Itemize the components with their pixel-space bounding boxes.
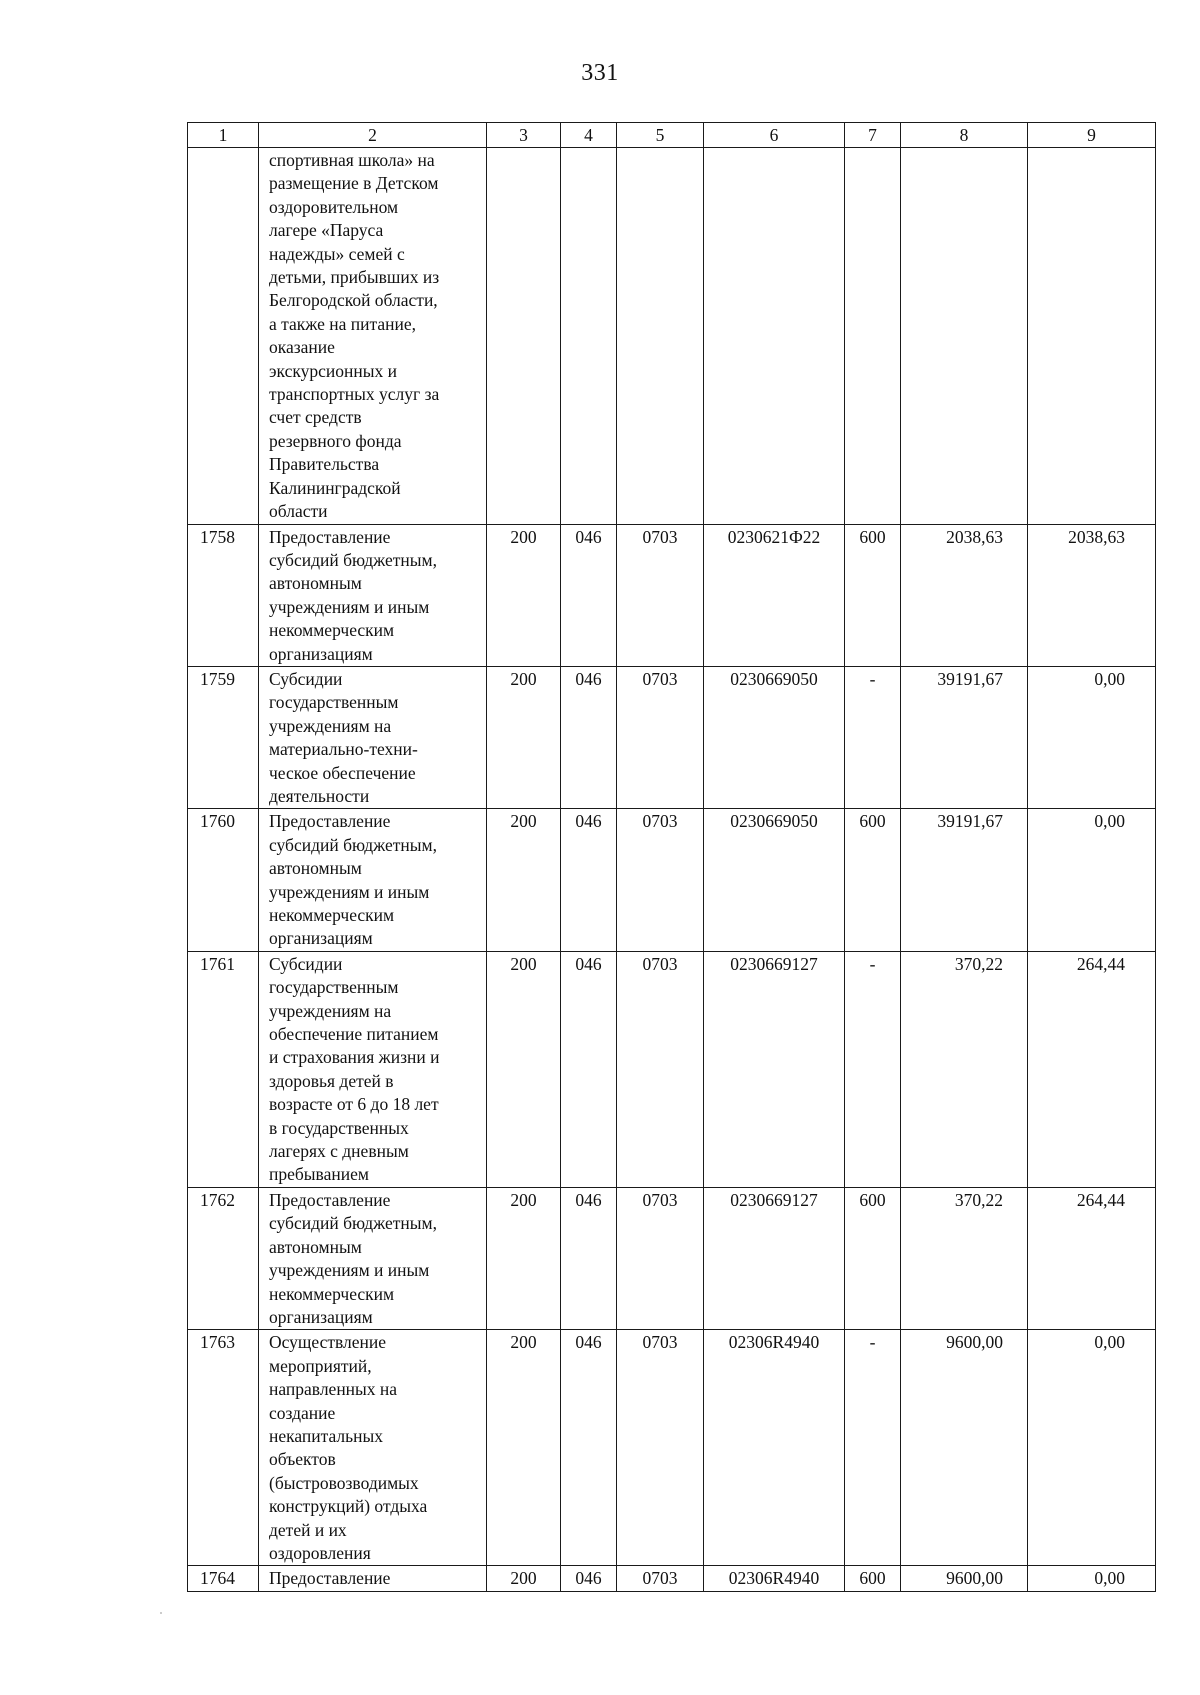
row-name xyxy=(259,148,487,525)
row-name-line: организациям xyxy=(269,1306,373,1327)
row-name-line: некапитальных xyxy=(269,1425,384,1446)
cell-code: 200 xyxy=(487,1566,561,1591)
row-name xyxy=(259,809,487,951)
row-name-line: Субсидии xyxy=(269,953,343,974)
row-name-line: надежды» семей с xyxy=(269,243,405,264)
row-name-line: в государственных xyxy=(269,1117,409,1138)
row-name-line: учреждениям и иным xyxy=(269,1260,430,1281)
cell-code: 200 xyxy=(487,1187,561,1329)
cell-code: 200 xyxy=(487,666,561,808)
row-name-line: учреждениям на xyxy=(269,1000,392,1021)
cell-expense-type: - xyxy=(845,1330,901,1566)
row-name-line: оказание xyxy=(269,337,335,358)
row-name-line: субсидий бюджетным, xyxy=(269,549,437,570)
row-name-line: учреждениям и иным xyxy=(269,596,430,617)
column-header: 3 xyxy=(487,123,561,148)
cell-subsection: 0703 xyxy=(617,809,704,951)
row-name-line: Предоставление xyxy=(269,1189,391,1210)
row-name-line: автономным xyxy=(269,1236,362,1257)
cell-amount-approved: 370,22 xyxy=(901,951,1028,1187)
cell-amount-approved: 370,22 xyxy=(901,1187,1028,1329)
table-row xyxy=(188,524,1156,666)
column-header: 1 xyxy=(188,123,259,148)
cell-amount-approved: 9600,00 xyxy=(901,1330,1028,1566)
row-name-line: детьми, прибывших из xyxy=(269,267,440,288)
row-name-line: Предоставление xyxy=(269,1568,391,1589)
row-name-line: объектов xyxy=(269,1449,336,1470)
cell-target-article: 0230669050 xyxy=(704,809,845,951)
row-name xyxy=(259,1187,487,1329)
row-name-line: области xyxy=(269,501,328,522)
row-name-line: материально-техни- xyxy=(269,739,418,760)
cell-expense-type: 600 xyxy=(845,809,901,951)
cell-target-article: 02306R4940 xyxy=(704,1330,845,1566)
cell-amount-executed: 0,00 xyxy=(1028,809,1156,951)
row-number: 1761 xyxy=(188,951,259,1187)
row-number: 1764 xyxy=(188,1566,259,1591)
cell-target-article xyxy=(704,148,845,525)
row-name xyxy=(259,666,487,808)
table-row xyxy=(188,148,1156,525)
cell-amount-executed: 264,44 xyxy=(1028,951,1156,1187)
cell-subsection: 0703 xyxy=(617,951,704,1187)
column-header: 5 xyxy=(617,123,704,148)
cell-section: 046 xyxy=(561,809,617,951)
table-row xyxy=(188,1566,1156,1591)
cell-amount-approved: 9600,00 xyxy=(901,1566,1028,1591)
row-name xyxy=(259,1330,487,1566)
cell-expense-type: - xyxy=(845,666,901,808)
row-number: 1763 xyxy=(188,1330,259,1566)
row-name-line: учреждениям на xyxy=(269,715,392,736)
row-name-line: ческое обеспечение xyxy=(269,762,416,783)
cell-section: 046 xyxy=(561,1566,617,1591)
row-name-line: а также на питание, xyxy=(269,313,417,334)
table-row xyxy=(188,1187,1156,1329)
row-name xyxy=(259,951,487,1187)
cell-section: 046 xyxy=(561,666,617,808)
cell-subsection: 0703 xyxy=(617,1187,704,1329)
cell-code: 200 xyxy=(487,951,561,1187)
column-header: 7 xyxy=(845,123,901,148)
row-name-line: некоммерческим xyxy=(269,620,395,641)
row-name-line: учреждениям и иным xyxy=(269,881,430,902)
column-header: 6 xyxy=(704,123,845,148)
cell-target-article: 0230669127 xyxy=(704,1187,845,1329)
row-name-line: пребыванием xyxy=(269,1164,369,1185)
row-name-line: Предоставление xyxy=(269,811,391,832)
row-name-line: здоровья детей в xyxy=(269,1070,394,1091)
row-name-line: организациям xyxy=(269,643,373,664)
row-name-line: некоммерческим xyxy=(269,905,395,925)
table-row xyxy=(188,951,1156,1187)
row-name-line: мероприятий, xyxy=(269,1355,372,1376)
row-name-line: детей и их xyxy=(269,1519,347,1540)
row-name-line: оздоровления xyxy=(269,1542,371,1563)
column-header: 4 xyxy=(561,123,617,148)
cell-target-article: 0230669127 xyxy=(704,951,845,1187)
row-name-line: лагере «Паруса xyxy=(269,220,384,241)
row-name-line: Белгородской области, xyxy=(269,290,438,311)
row-number: 1762 xyxy=(188,1187,259,1329)
cell-code: 200 xyxy=(487,809,561,951)
row-name-line: Субсидии xyxy=(269,668,343,689)
row-name-line: создание xyxy=(269,1402,336,1423)
cell-amount-executed: 0,00 xyxy=(1028,1566,1156,1591)
cell-amount-executed: 2038,63 xyxy=(1028,524,1156,666)
cell-target-article: 0230669050 xyxy=(704,666,845,808)
row-number: 1760 xyxy=(188,809,259,951)
cell-subsection: 0703 xyxy=(617,1330,704,1566)
cell-section: 046 xyxy=(561,1187,617,1329)
row-name-line: счет средств xyxy=(269,407,362,428)
cell-section: 046 xyxy=(561,1330,617,1566)
row-name-line: направленных на xyxy=(269,1379,398,1400)
column-header: 9 xyxy=(1028,123,1156,148)
row-name-line: государственным xyxy=(269,977,399,998)
row-name-line: экскурсионных и xyxy=(269,360,397,381)
cell-expense-type: 600 xyxy=(845,1187,901,1329)
row-name-line: субсидий бюджетным, xyxy=(269,1213,437,1234)
cell-subsection: 0703 xyxy=(617,666,704,808)
row-name xyxy=(259,524,487,666)
row-name-line: организациям xyxy=(269,928,373,949)
row-name-line: спортивная школа» на xyxy=(269,150,435,170)
cell-target-article: 02306R4940 xyxy=(704,1566,845,1591)
cell-amount-executed: 0,00 xyxy=(1028,1330,1156,1566)
table-row xyxy=(188,1330,1156,1566)
cell-target-article: 0230621Ф22 xyxy=(704,524,845,666)
row-number: 1758 xyxy=(188,524,259,666)
page-number: 331 xyxy=(581,60,619,86)
row-name-line: Калининградской xyxy=(269,477,401,498)
cell-section: 046 xyxy=(561,951,617,1187)
row-name-line: транспортных услуг за xyxy=(269,384,440,405)
table-row xyxy=(188,666,1156,808)
table-header-row xyxy=(188,123,1156,148)
cell-expense-type: 600 xyxy=(845,524,901,666)
cell-expense-type: - xyxy=(845,951,901,1187)
row-number: 1759 xyxy=(188,666,259,808)
row-name-line: обеспечение питанием xyxy=(269,1024,439,1045)
cell-code xyxy=(487,148,561,525)
row-name-line: резервного фонда xyxy=(269,430,402,451)
row-name-line: государственным xyxy=(269,692,399,713)
cell-amount-approved: 2038,63 xyxy=(901,524,1028,666)
cell-subsection: 0703 xyxy=(617,524,704,666)
cell-subsection: 0703 xyxy=(617,1566,704,1591)
cell-subsection xyxy=(617,148,704,525)
cell-amount-approved: 39191,67 xyxy=(901,666,1028,808)
row-name-line: возрасте от 6 до 18 лет xyxy=(269,1094,439,1115)
row-name-line: и страхования жизни и xyxy=(269,1047,440,1068)
row-number xyxy=(188,148,259,525)
row-name-line: субсидий бюджетным, xyxy=(269,834,437,855)
cell-code: 200 xyxy=(487,1330,561,1566)
cell-amount-executed xyxy=(1028,148,1156,525)
cell-expense-type xyxy=(845,148,901,525)
cell-amount-executed: 0,00 xyxy=(1028,666,1156,808)
row-name-line: конструкций) отдыха xyxy=(269,1496,428,1517)
cell-section: 046 xyxy=(561,524,617,666)
cell-code: 200 xyxy=(487,524,561,666)
row-name-line: оздоровительном xyxy=(269,196,399,217)
row-name-line: размещение в Детском xyxy=(269,173,439,194)
cell-amount-approved: 39191,67 xyxy=(901,809,1028,951)
scan-artifact xyxy=(160,1612,162,1614)
row-name-line: (быстровозводимых xyxy=(269,1472,419,1493)
table-row xyxy=(188,809,1156,951)
row-name-line: Осуществление xyxy=(269,1332,387,1353)
cell-amount-executed: 264,44 xyxy=(1028,1187,1156,1329)
column-header: 8 xyxy=(901,123,1028,148)
row-name-line: Предоставление xyxy=(269,526,391,547)
row-name-line: автономным xyxy=(269,573,362,594)
row-name-line: лагерях с дневным xyxy=(269,1141,409,1162)
column-header: 2 xyxy=(259,123,487,148)
cell-amount-approved xyxy=(901,148,1028,525)
cell-section xyxy=(561,148,617,525)
row-name-line: некоммерческим xyxy=(269,1283,395,1304)
row-name-line: Правительства xyxy=(269,454,380,475)
row-name-line: деятельности xyxy=(269,785,370,806)
cell-expense-type: 600 xyxy=(845,1566,901,1591)
row-name-line: автономным xyxy=(269,858,362,879)
budget-table xyxy=(187,122,1156,1592)
row-name xyxy=(259,1566,487,1591)
